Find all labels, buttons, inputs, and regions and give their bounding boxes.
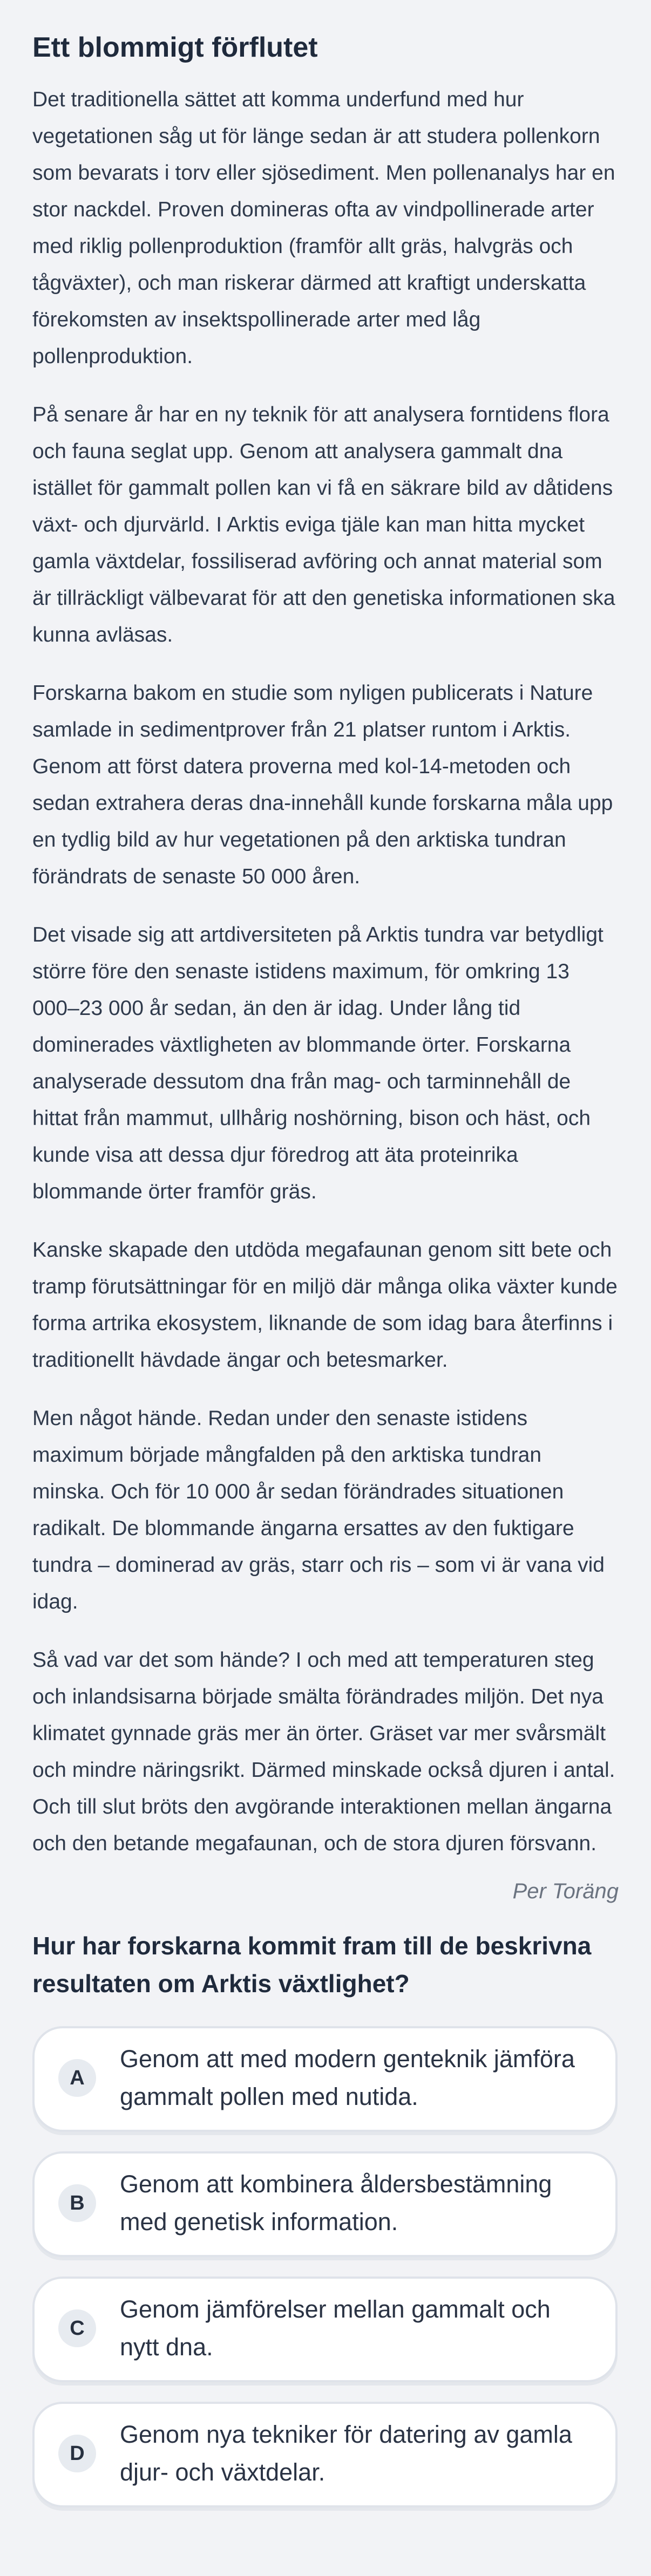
article-paragraph: På senare år har en ny teknik för att analysera forntidens flora och fauna seglat upp. Genom att analysera gammalt dna istället för gammalt pollen kan vi få en säkrare bild av dåtidens växt- och djurvärld. I Arktis eviga tjäle kan man hitta mycket gamla växtdelar, fossiliserad avföring och annat material som är tillräckligt välbevarat för att den genetiska informationen ska kunna avläsas. bbox=[32, 403, 615, 647]
option-text: Genom att kombinera åldersbestämning med genetisk information. bbox=[120, 2170, 552, 2236]
article-paragraph: Så vad var det som hände? I och med att temperaturen steg och inlandsisarna började smälta förändrades miljön. Det nya klimatet gynnade gräs mer än örter. Gräset var mer svårsmält och mindre näringsrikt. Därmed minskade också djuren i antal. Och till slut bröts den avgörande interaktionen mellan ängarna och den betande megafaunan, och de stora djuren försvann. bbox=[32, 1648, 615, 1856]
answer-option-b[interactable] bbox=[32, 2151, 618, 2257]
article-title: Ett blommigt förflutet bbox=[32, 32, 318, 63]
article-paragraph: Forskarna bakom en studie som nyligen publicerats i Nature samlade in sedimentprover från 21 platser runtom i Arktis. Genom att först datera proverna med kol-14-metoden och sedan extrahera deras dna-innehåll kunde forskarna måla upp en tydlig bild av hur vegetationen på den arktiska tundran förändrats de senaste 50 000 åren. bbox=[32, 682, 613, 889]
option-letter-badge: D bbox=[58, 2435, 96, 2472]
option-text: Genom nya tekniker för datering av gamla djur- och växtdelar. bbox=[120, 2421, 572, 2486]
answer-option-a[interactable] bbox=[32, 2026, 618, 2132]
article-paragraph: Det traditionella sättet att komma underfund med hur vegetationen såg ut för länge sedan är att studera pollenkorn som bevarats i torv eller sjösediment. Men pollenanalys har en stor nackdel. Proven domineras ofta av vindpollinerade arter med riklig pollenproduktion (framför allt gräs, halvgräs och tågväxter), och man riskerar därmed att kraftigt underskatta förekomsten av insektspollinerade arter med låg pollenproduktion. bbox=[32, 88, 615, 369]
option-letter-badge: C bbox=[58, 2309, 96, 2347]
answer-option-d[interactable] bbox=[32, 2402, 618, 2507]
option-text: Genom att med modern genteknik jämföra gammalt pollen med nutida. bbox=[120, 2045, 575, 2111]
option-letter-badge: B bbox=[58, 2184, 96, 2222]
article-author: Per Toräng bbox=[512, 1879, 619, 1904]
quiz-question: Hur har forskarna kommit fram till de beskrivna resultaten om Arktis växtlighet? bbox=[32, 1932, 592, 1998]
option-text: Genom jämförelser mellan gammalt och nytt dna. bbox=[120, 2295, 551, 2361]
option-letter-badge: A bbox=[58, 2059, 96, 2097]
article-paragraph: Kanske skapade den utdöda megafaunan genom sitt bete och tramp förutsättningar för en miljö där många olika växter kunde forma artrika ekosystem, liknande de som idag bara återfinns i traditionellt hävdade ängar och betesmarker. bbox=[32, 1238, 618, 1372]
article-paragraph: Men något hände. Redan under den senaste istidens maximum började mångfalden på den arktiska tundran minska. Och för 10 000 år sedan förändrades situationen radikalt. De blommande ängarna ersattes av den fuktigare tundra – dominerad av gräs, starr och ris – som vi är vana vid idag. bbox=[32, 1407, 605, 1614]
answer-option-c[interactable] bbox=[32, 2277, 618, 2382]
article-paragraph: Det visade sig att artdiversiteten på Arktis tundra var betydligt större före den senaste istidens maximum, för omkring 13 000–23 000 år sedan, än den är idag. Under lång tid dominerades växtligheten av blommande örter. Forskarna analyserade dessutom dna från mag- och tarminnehåll de hittat från mammut, ullhårig noshörning, bison och häst, och kunde visa att dessa djur föredrog att äta proteinrika blommande örter framför gräs. bbox=[32, 923, 603, 1204]
